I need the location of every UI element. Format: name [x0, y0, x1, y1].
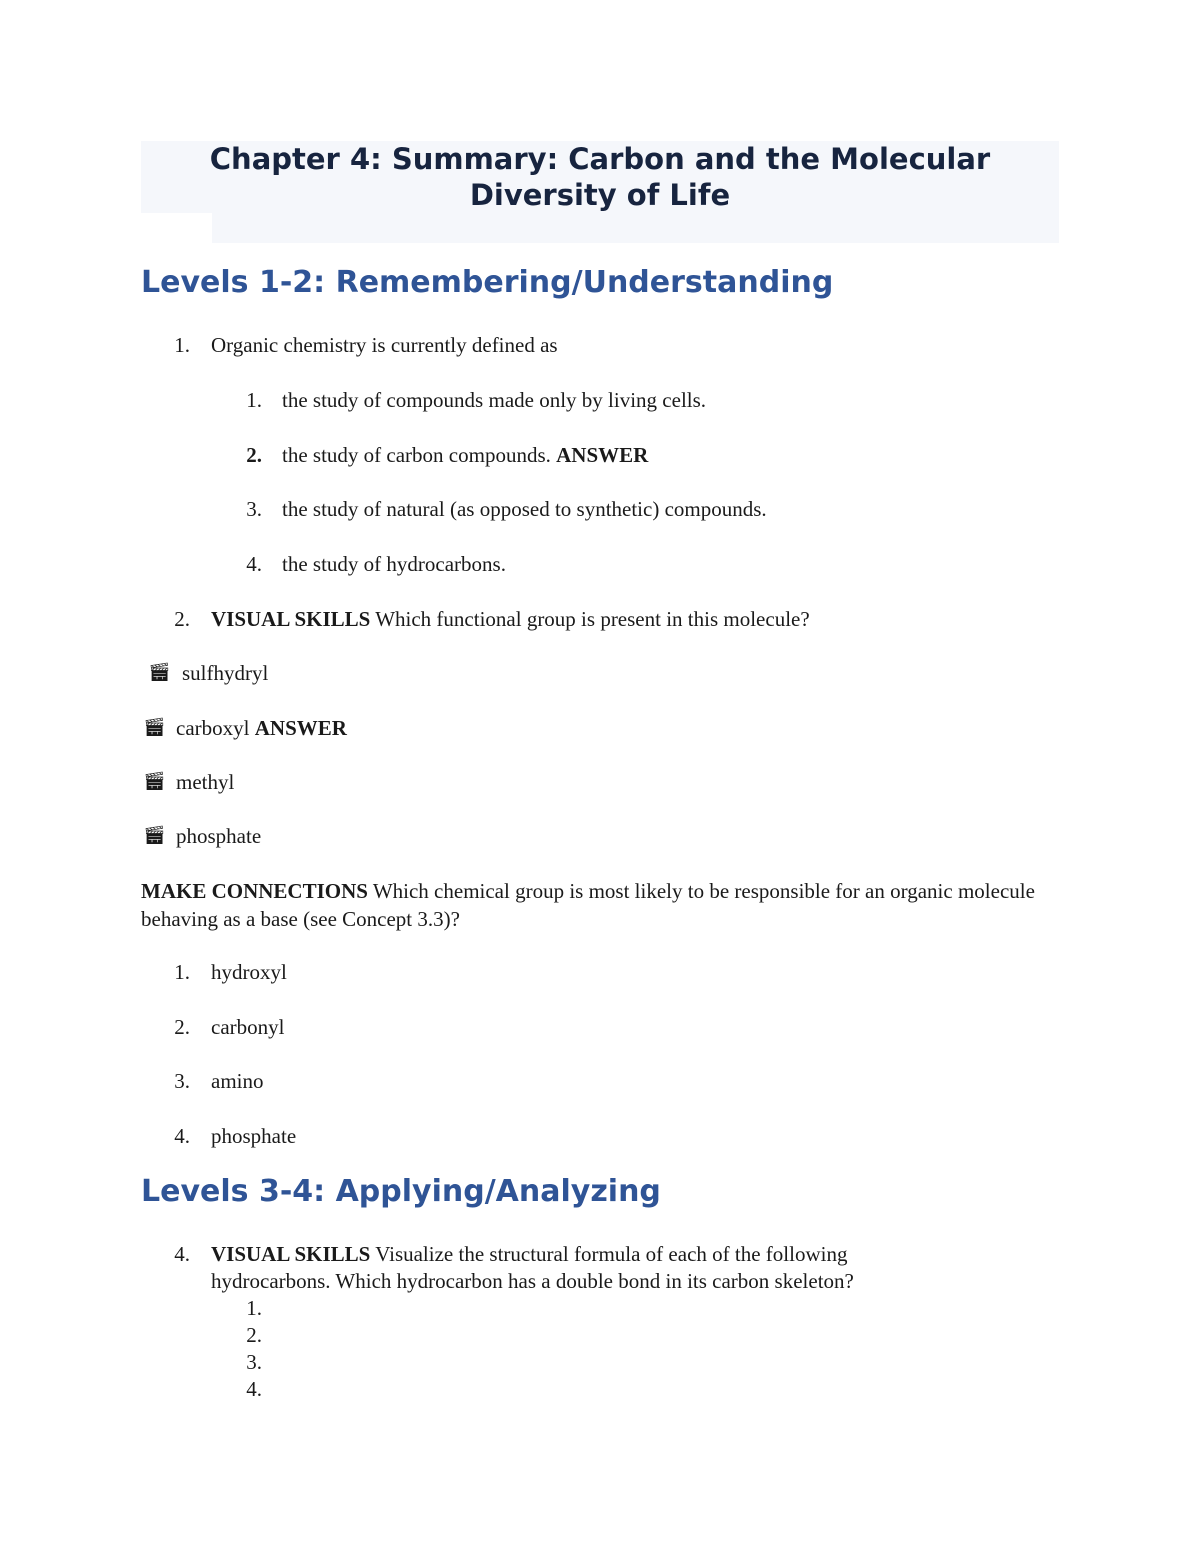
option-text: phosphate [176, 824, 262, 848]
option-number: 4. [246, 1377, 262, 1401]
clapperboard-icon: 🎬︎ [148, 662, 171, 683]
question-text: Which chemical group is most likely to be responsible for an organic molecule behaving as a base (see Concept 3.3)? [141, 879, 1035, 931]
question-text: Which functional group is present in this molecule? [375, 607, 810, 631]
option-text: the study of natural (as opposed to synthetic) compounds. [282, 497, 767, 521]
option-text: phosphate [211, 1124, 297, 1148]
question-label: VISUAL SKILLS [211, 607, 371, 631]
option-number: 1. [174, 960, 190, 984]
question-number: 4. [174, 1242, 190, 1266]
option-text: amino [211, 1069, 264, 1093]
question-text: Organic chemistry is currently defined as [211, 333, 558, 357]
option-number: 4. [246, 552, 262, 576]
option-text: carbonyl [211, 1015, 285, 1039]
option-text: carboxyl [176, 716, 250, 740]
option-number: 1. [246, 388, 262, 412]
question-3 [141, 877, 1061, 933]
option-number: 2. [174, 1015, 190, 1039]
option-number: 3. [246, 1350, 262, 1374]
option-number: 2. [246, 1323, 262, 1347]
option-number: 3. [246, 497, 262, 521]
option-number: 2. [246, 443, 262, 467]
question-text-line-2: hydrocarbons. Which hydrocarbon has a double bond in its carbon skeleton? [211, 1269, 854, 1293]
section-heading-levels-3-4: Levels 3-4: Applying/Analyzing [141, 1174, 661, 1209]
answer-label: ANSWER [556, 443, 649, 467]
option-text: hydroxyl [211, 960, 287, 984]
question-number: 1. [174, 333, 190, 357]
option-number: 4. [174, 1124, 190, 1148]
question-number: 2. [174, 607, 190, 631]
question-text-line-1: Visualize the structural formula of each of the following [375, 1242, 848, 1266]
option-text: sulfhydryl [182, 661, 269, 685]
option-number: 3. [174, 1069, 190, 1093]
title-notch [141, 213, 212, 243]
question-label: VISUAL SKILLS [211, 1242, 371, 1266]
option-number: 1. [246, 1296, 262, 1320]
clapperboard-icon: 🎬︎ [143, 771, 166, 792]
option-text: the study of carbon compounds. [282, 443, 551, 467]
option-text: the study of compounds made only by living cells. [282, 388, 707, 412]
answer-label: ANSWER [254, 716, 347, 740]
option-text: the study of hydrocarbons. [282, 552, 506, 576]
clapperboard-icon: 🎬︎ [143, 717, 166, 738]
page-title: Chapter 4: Summary: Carbon and the Molecular Diversity of Life [209, 142, 991, 212]
question-label: MAKE CONNECTIONS [141, 879, 368, 903]
clapperboard-icon: 🎬︎ [143, 825, 166, 846]
section-heading-levels-1-2: Levels 1-2: Remembering/Understanding [141, 265, 834, 300]
option-text: methyl [176, 770, 235, 794]
